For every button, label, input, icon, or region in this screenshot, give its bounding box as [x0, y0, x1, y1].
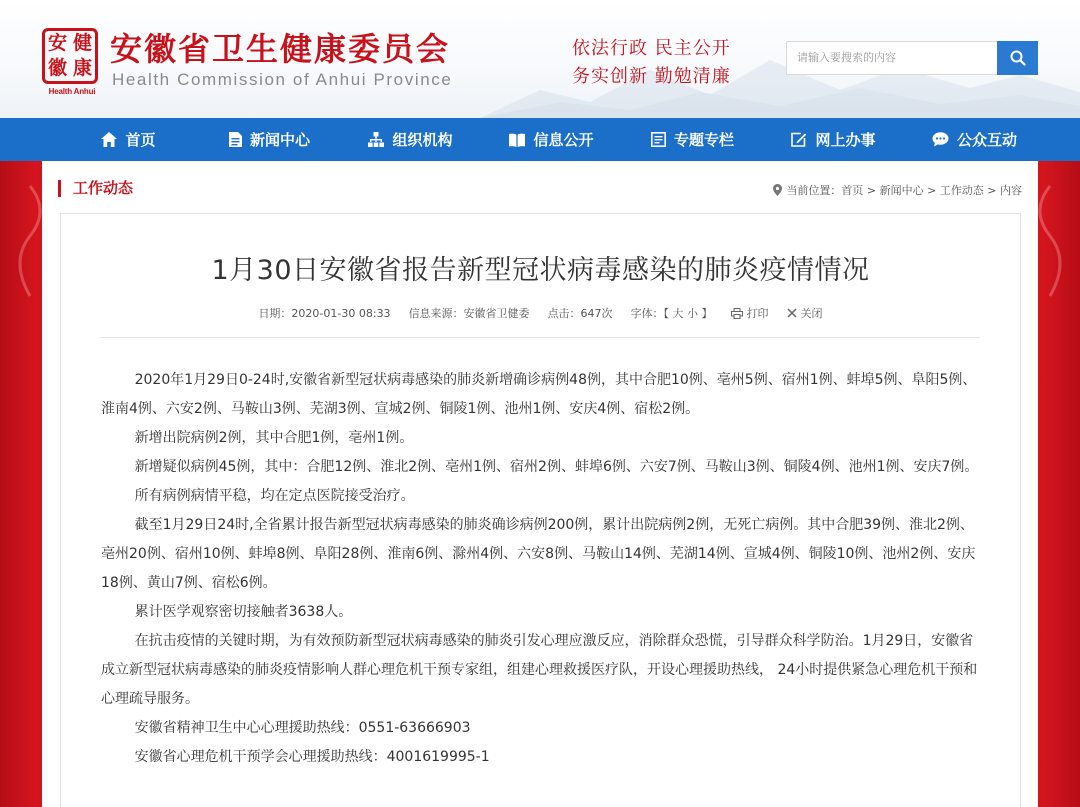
nav-item-organization[interactable] [340, 118, 481, 161]
search-icon [1010, 50, 1026, 66]
close-icon [787, 308, 797, 318]
slogan-line-1: 依法行政 民主公开 [572, 38, 731, 59]
nav-label: 首页 [125, 131, 156, 149]
main-content [42, 161, 1038, 807]
logo-caption: Health Anhui [48, 87, 96, 96]
paragraph: 新增出院病例2例，其中合肥1例，亳州1例。 [134, 430, 414, 446]
article-source: 信息来源：安徽省卫健委 [408, 307, 530, 320]
paragraph: 安徽省心理危机干预学会心理援助热线：4001619995-1 [134, 749, 490, 765]
nav-item-special-topics[interactable] [622, 118, 763, 161]
slogan-line-2: 务实创新 勤勉清廉 [572, 66, 731, 87]
paragraph: 新增疑似病例45例，其中：合肥12例、淮北2例、亳州1例、宿州2例、蚌埠6例、六安7例、马鞍山3例、铜陵4例、池州1例、安庆7例。 [134, 459, 979, 475]
nav-label: 网上办事 [815, 131, 876, 149]
close-button[interactable] [787, 305, 823, 321]
nav-label: 信息公开 [533, 131, 594, 149]
paragraph: 2020年1月29日0-24时,安徽省新型冠状病毒感染的肺炎新增确诊病例48例，其中合肥10例、亳州5例、宿州1例、蚌埠5例、阜阳5例、淮南4例、六安2例、马鞍山3例、芜湖3例、宣城2例、铜陵1例、池州1例、安庆4例、宿松2例。 [101, 372, 977, 417]
logo-char: 健 [72, 32, 92, 54]
printer-icon [731, 308, 743, 319]
print-button[interactable] [731, 305, 769, 321]
home-icon [101, 132, 117, 147]
main-nav [0, 118, 1080, 161]
list-icon [651, 132, 666, 147]
breadcrumb-text[interactable]: 当前位置：首页 > 新闻中心 > 工作动态 > 内容 [786, 184, 1022, 197]
org-chart-icon [368, 132, 384, 147]
book-icon [509, 133, 525, 147]
font-size-control[interactable]: 字体：【 大 小 】 [630, 307, 713, 320]
location-pin-icon [773, 184, 782, 196]
paragraph: 累计医学观察密切接触者3638人。 [134, 604, 353, 620]
print-label: 打印 [746, 307, 769, 320]
site-title[interactable]: 安徽省卫生健康委员会 [110, 30, 451, 68]
paragraph: 所有病例病情平稳，均在定点医院接受治疗。 [134, 488, 415, 504]
article-title: 1月30日安徽省报告新型冠状病毒感染的肺炎疫情情况 [211, 255, 870, 286]
nav-item-public-interaction[interactable] [904, 118, 1045, 161]
logo-char: 安 [47, 32, 67, 54]
nav-item-news[interactable] [199, 118, 340, 161]
paragraph: 在抗击疫情的关键时期，为有效预防新型冠状病毒感染的肺炎引发心理应激反应，消除群众恐慌，引导群众科学防治。1月29日，安徽省成立新型冠状病毒感染的肺炎疫情影响人群心理危机干预专家组，组建心理救援医疗队，开设心理援助热线， 24小时提供紧急心理危机干预和心理疏导服务。 [101, 633, 978, 707]
divider [101, 337, 980, 338]
breadcrumb [773, 182, 1022, 198]
article-clicks: 点击：647次 [547, 307, 613, 320]
nav-label: 公众互动 [956, 131, 1017, 149]
section-bar [42, 161, 1038, 213]
nav-label: 新闻中心 [249, 131, 310, 149]
article-date: 日期：2020-01-30 08:33 [258, 307, 391, 320]
paragraph: 安徽省精神卫生中心心理援助热线：0551-63666903 [134, 720, 471, 736]
paragraph: 截至1月29日24时,全省累计报告新型冠状病毒感染的肺炎确诊病例200例，累计出院病例2例，无死亡病例。其中合肥39例、淮北2例、亳州20例、宿州10例、蚌埠8例、阜阳28例、淮南6例、滁州4例、六安8例、马鞍山14例、芜湖14例、宣城4例、铜陵10例、池州2例、安庆18例、黄山7例、宿松6例。 [101, 517, 976, 591]
site-subtitle: Health Commission of Anhui Province [112, 70, 453, 89]
site-logo[interactable] [42, 28, 98, 84]
logo-char: 康 [72, 57, 92, 79]
article-body [101, 366, 981, 772]
nav-item-home[interactable] [58, 118, 199, 161]
logo-char: 徽 [47, 57, 67, 79]
document-icon [229, 132, 242, 147]
article-meta [61, 305, 1020, 321]
search-button[interactable] [997, 41, 1038, 75]
nav-label: 组织机构 [392, 131, 453, 149]
article [60, 213, 1021, 807]
nav-item-online-services[interactable] [763, 118, 904, 161]
search-input[interactable]: 请输入要搜索的内容 [786, 41, 998, 75]
nav-label: 专题专栏 [673, 131, 734, 149]
section-title[interactable]: 工作动态 [58, 180, 133, 197]
edit-icon [791, 132, 807, 147]
chat-icon [932, 132, 949, 147]
close-label: 关闭 [800, 307, 823, 320]
site-header [0, 0, 1080, 118]
nav-item-info-disclosure[interactable] [481, 118, 622, 161]
